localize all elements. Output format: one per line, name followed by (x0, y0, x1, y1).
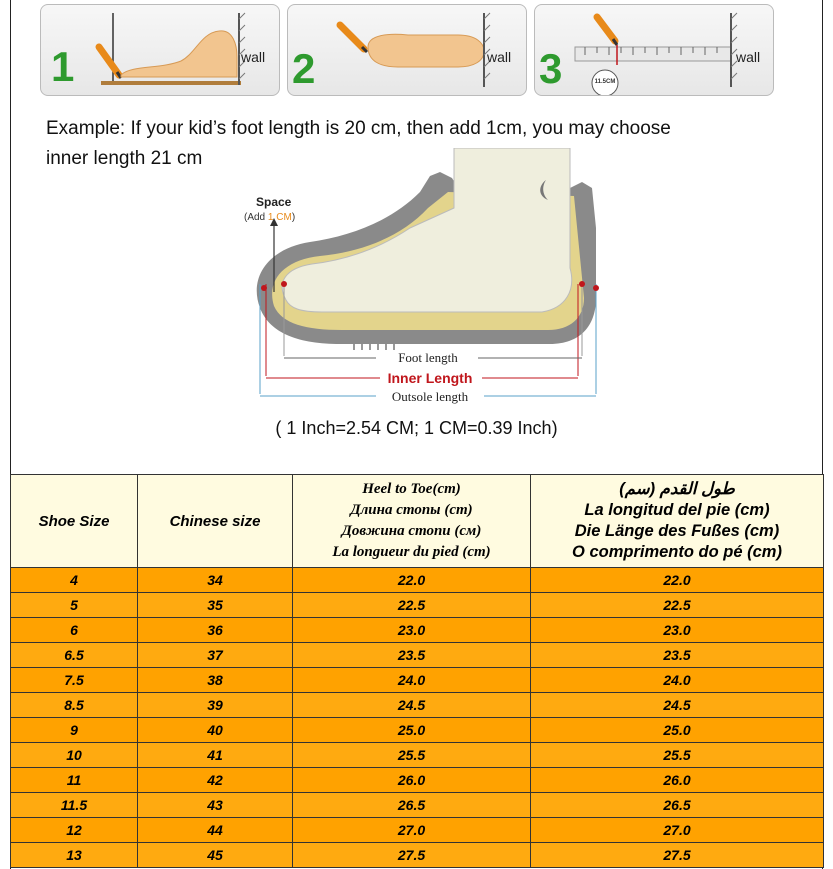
cell-shoe-size: 4 (11, 568, 138, 593)
cell-foot-length: 27.0 (531, 818, 824, 843)
cell-chinese-size: 36 (138, 618, 293, 643)
cell-shoe-size: 11 (11, 768, 138, 793)
example-line-2: inner length 21 cm (46, 148, 203, 169)
step-3-number: 3 (539, 45, 563, 92)
cell-heel-to-toe: 24.5 (293, 693, 531, 718)
cell-foot-length: 24.0 (531, 668, 824, 693)
cell-chinese-size: 39 (138, 693, 293, 718)
ruler (575, 47, 731, 61)
table-row (11, 593, 824, 618)
cell-heel-to-toe: 23.5 (293, 643, 531, 668)
size-chart-table (10, 474, 824, 868)
cell-chinese-size: 41 (138, 743, 293, 768)
cell-foot-length: 25.0 (531, 718, 824, 743)
step-2-number: 2 (292, 45, 316, 92)
header-foot-length: (طول القدم (سم La longitud del pie (cm) Die Länge des Fußes (cm) O comprimento do pé (cm) (531, 475, 824, 568)
foot-shape (368, 34, 484, 67)
pencil-icon (597, 17, 617, 45)
step-1-number: 1 (51, 43, 75, 90)
table-row (11, 693, 824, 718)
foot-length-label: Foot length (398, 350, 458, 365)
cell-shoe-size: 11.5 (11, 793, 138, 818)
cell-heel-to-toe: 27.0 (293, 818, 531, 843)
cell-heel-to-toe: 25.5 (293, 743, 531, 768)
table-row (11, 618, 824, 643)
cell-chinese-size: 44 (138, 818, 293, 843)
pencil-icon (99, 47, 121, 78)
cell-shoe-size: 6 (11, 618, 138, 643)
cell-foot-length: 26.5 (531, 793, 824, 818)
wall-label: wall (736, 49, 761, 65)
header-shoe-size: Shoe Size (11, 475, 138, 568)
add-label: (Add 1 CM) (244, 212, 296, 223)
cell-chinese-size: 35 (138, 593, 293, 618)
cell-heel-to-toe: 22.0 (293, 568, 531, 593)
cell-heel-to-toe: 23.0 (293, 618, 531, 643)
cell-foot-length: 23.5 (531, 643, 824, 668)
header-heel-to-toe: Heel to Toe(cm) Длина стопы (cm) Довжина стопи (см) La longueur du pied (cm) (293, 475, 531, 568)
cell-shoe-size: 12 (11, 818, 138, 843)
table-row (11, 668, 824, 693)
measurement-badge-text: 11.5CM (594, 79, 616, 85)
foot-shape (121, 31, 237, 77)
table-row (11, 718, 824, 743)
table-header-row (11, 475, 824, 568)
pencil-icon (340, 25, 367, 52)
step-3-panel (534, 4, 774, 96)
outsole-length-label: Outsole length (391, 389, 469, 404)
cell-shoe-size: 9 (11, 718, 138, 743)
cell-foot-length: 24.5 (531, 693, 824, 718)
table-row (11, 643, 824, 668)
step-1-panel (40, 4, 280, 96)
cell-heel-to-toe: 25.0 (293, 718, 531, 743)
cell-shoe-size: 13 (11, 843, 138, 868)
example-line-1: Example: If your kid’s foot length is 20 cm, then add 1cm, you may choose (46, 118, 671, 139)
cell-shoe-size: 8.5 (11, 693, 138, 718)
table-row (11, 818, 824, 843)
cell-chinese-size: 38 (138, 668, 293, 693)
space-label: Space (256, 195, 292, 209)
cell-shoe-size: 7.5 (11, 668, 138, 693)
table-row (11, 568, 824, 593)
foot-shape (282, 148, 572, 312)
conversion-note: ( 1 Inch=2.54 CM; 1 CM=0.39 Inch) (275, 418, 558, 438)
cell-heel-to-toe: 22.5 (293, 593, 531, 618)
table-row (11, 793, 824, 818)
cell-chinese-size: 40 (138, 718, 293, 743)
table-row (11, 843, 824, 868)
cell-chinese-size: 34 (138, 568, 293, 593)
cell-foot-length: 22.5 (531, 593, 824, 618)
cell-chinese-size: 45 (138, 843, 293, 868)
inner-length-label: Inner Length (387, 370, 473, 386)
cell-foot-length: 25.5 (531, 743, 824, 768)
cell-heel-to-toe: 27.5 (293, 843, 531, 868)
cell-foot-length: 26.0 (531, 768, 824, 793)
table-row (11, 743, 824, 768)
header-chinese-size: Chinese size (138, 475, 293, 568)
cell-shoe-size: 6.5 (11, 643, 138, 668)
step-2-panel (287, 4, 527, 96)
cell-chinese-size: 37 (138, 643, 293, 668)
cell-heel-to-toe: 26.5 (293, 793, 531, 818)
cell-foot-length: 22.0 (531, 568, 824, 593)
cell-heel-to-toe: 24.0 (293, 668, 531, 693)
cell-chinese-size: 43 (138, 793, 293, 818)
shoe-diagram (230, 148, 610, 410)
cell-foot-length: 27.5 (531, 843, 824, 868)
cell-shoe-size: 5 (11, 593, 138, 618)
wall-label: wall (487, 49, 512, 65)
cell-foot-length: 23.0 (531, 618, 824, 643)
cell-heel-to-toe: 26.0 (293, 768, 531, 793)
cell-chinese-size: 42 (138, 768, 293, 793)
table-row (11, 768, 824, 793)
cell-shoe-size: 10 (11, 743, 138, 768)
wall-label: wall (241, 49, 266, 65)
